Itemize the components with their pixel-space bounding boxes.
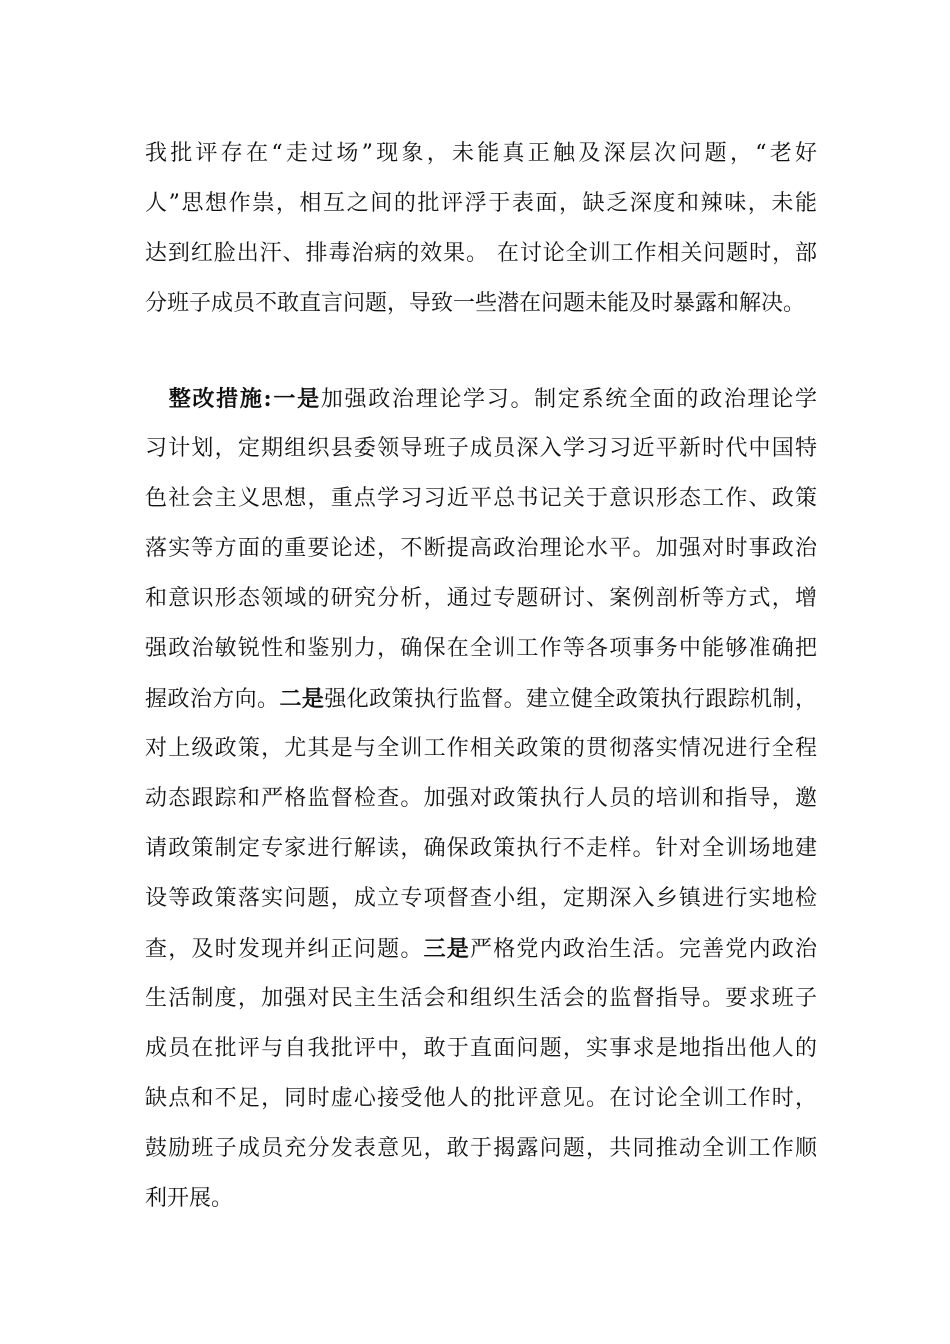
text-line bbox=[145, 924, 817, 974]
text-line: 人”思想作祟，相互之间的批评浮于表面，缺乏深度和辣味，未能 bbox=[145, 191, 817, 216]
text-line: 成员在批评与自我批评中，敢于直面问题，实事求是地指出他人的 bbox=[145, 1036, 817, 1061]
text-line: 色社会主义思想，重点学习习近平总书记关于意识形态工作、政策 bbox=[145, 486, 817, 511]
text-line: 对上级政策，尤其是与全训工作相关政策的贯彻落实情况进行全程 bbox=[145, 736, 817, 761]
text-line: 我批评存在“走过场”现象，未能真正触及深层次问题，“老好 bbox=[145, 141, 817, 166]
text-line: 鼓励班子成员充分发表意见，敢于揭露问题，共同推动全训工作顺 bbox=[145, 1136, 817, 1161]
text-line: 缺点和不足，同时虚心接受他人的批评意见。在讨论全训工作时， bbox=[145, 1086, 817, 1111]
text-line: 强政治敏锐性和鉴别力，确保在全训工作等各项事务中能够准确把 bbox=[145, 636, 817, 661]
text-line bbox=[145, 674, 817, 724]
text-line: 动态跟踪和严格监督检查。加强对政策执行人员的培训和指导，邀 bbox=[145, 786, 817, 811]
text-line: 达到红脸出汗、排毒治病的效果。 在讨论全训工作相关问题时，部 bbox=[145, 241, 817, 266]
text-line: 习计划，定期组织县委领导班子成员深入学习习近平新时代中国特 bbox=[145, 436, 817, 461]
text-line bbox=[145, 374, 817, 424]
paragraph-criticism-problems bbox=[145, 129, 817, 329]
item-label-second: 二是 bbox=[279, 686, 325, 712]
text-segment: 严格党内政治生活。完善党内政治 bbox=[470, 937, 817, 962]
text-line: 和意识形态领域的研究分析，通过专题研讨、案例剖析等方式，增 bbox=[145, 586, 817, 611]
text-line: 分班子成员不敢直言问题，导致一些潜在问题未能及时暴露和解决。 bbox=[145, 291, 806, 316]
measures-heading: 整改措施: bbox=[168, 386, 272, 412]
paragraph-rectification-measures bbox=[145, 374, 817, 1224]
text-line: 设等政策落实问题，成立专项督查小组，定期深入乡镇进行实地检 bbox=[145, 886, 817, 911]
text-segment: 加强政治理论学习。制定系统全面的政治理论学 bbox=[320, 387, 817, 412]
text-line: 利开展。 bbox=[145, 1186, 234, 1211]
text-segment: 握政治方向。 bbox=[145, 687, 280, 712]
text-line: 落实等方面的重要论述，不断提高政治理论水平。加强对时事政治 bbox=[145, 536, 817, 561]
text-line: 请政策制定专家进行解读，确保政策执行不走样。针对全训场地建 bbox=[145, 836, 817, 861]
text-line: 生活制度，加强对民主生活会和组织生活会的监督指导。要求班子 bbox=[145, 986, 817, 1011]
item-label-first: 一是 bbox=[271, 386, 321, 412]
item-label-third: 三是 bbox=[423, 936, 470, 962]
text-segment: 强化政策执行监督。建立健全政策执行跟踪机制， bbox=[324, 687, 817, 712]
text-segment: 查，及时发现并纠正问题。 bbox=[145, 937, 424, 962]
